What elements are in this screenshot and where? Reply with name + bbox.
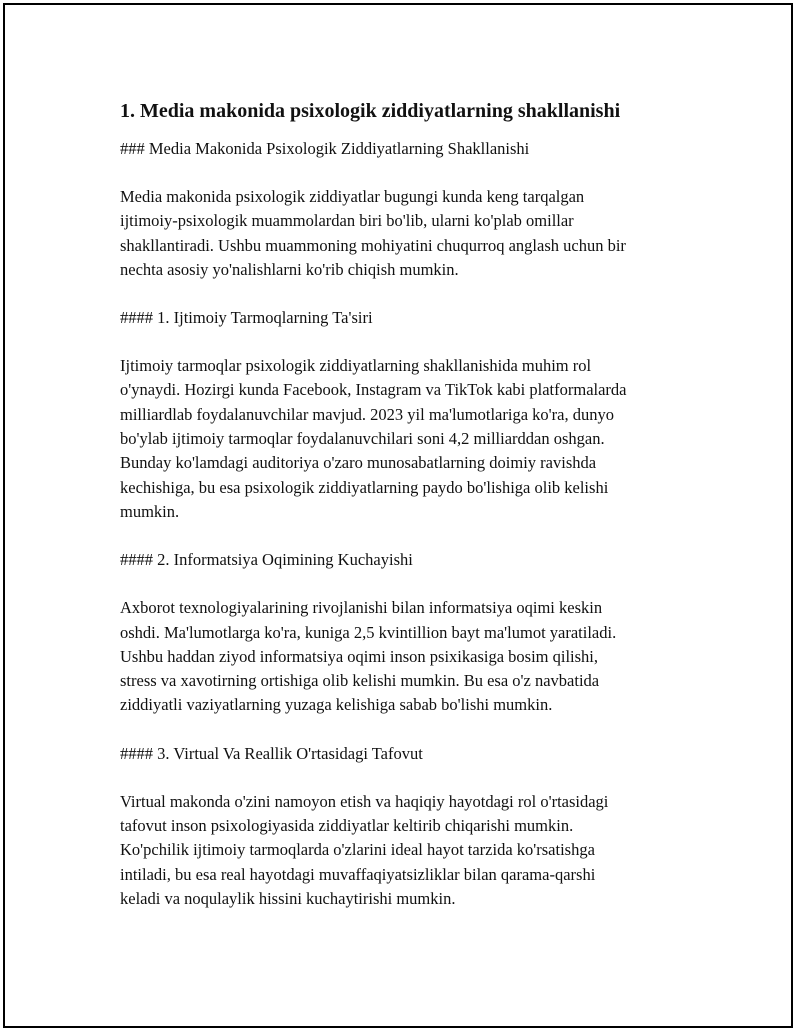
paragraph-line: Media makonida psixologik ziddiyatlar bugungi kunda keng tarqalgan — [120, 187, 585, 206]
document-page — [3, 3, 793, 1028]
paragraph-line: mumkin. — [120, 501, 180, 521]
spacer — [120, 766, 720, 790]
paragraph-line: nechta asosiy yo'nalishlarni ko'rib chiqish mumkin. — [120, 259, 459, 279]
paragraph-line: Ushbu haddan ziyod informatsiya oqimi inson psixikasiga bosim qilishi, — [120, 646, 599, 666]
paragraph-line: tafovut inson psixologiyasida ziddiyatlar keltirib chiqarishi mumkin. — [120, 816, 574, 836]
paragraph-line: ijtimoiy-psixologik muammolardan biri bo'lib, ularni ko'plab omillar — [120, 211, 574, 231]
section-heading-information-flow: #### 2. Informatsiya Oqimining Kuchayishi — [120, 550, 413, 570]
paragraph-line: intiladi, bu esa real hayotdagi muvaffaqiyatsizliklar bilan qarama-qarshi — [120, 864, 596, 884]
section-paragraph-virtual-vs-reality — [120, 790, 720, 911]
paragraph-line: kechishiga, bu esa psixologik ziddiyatlarning paydo bo'lishiga olib kelishi — [120, 477, 609, 497]
document-content — [120, 97, 720, 911]
spacer — [120, 282, 720, 306]
paragraph-line: Ko'pchilik ijtimoiy tarmoqlarda o'zlarini ideal hayot tarzida ko'rsatishga — [120, 840, 595, 860]
intro-paragraph — [120, 185, 720, 282]
section-heading-virtual-vs-reality: #### 3. Virtual Va Reallik O'rtasidagi Tafovut — [120, 743, 423, 763]
section-paragraph-social-networks — [120, 354, 720, 524]
paragraph-line: o'ynaydi. Hozirgi kunda Facebook, Instagram va TikTok kabi platformalarda — [120, 380, 627, 400]
spacer — [120, 572, 720, 596]
paragraph-line: Ijtimoiy tarmoqlar psixologik ziddiyatlarning shakllanishida muhim rol — [120, 356, 592, 376]
paragraph-line: keladi va noqulaylik hissini kuchaytirishi mumkin. — [120, 888, 456, 908]
paragraph-line: Bunday ko'lamdagi auditoriya o'zaro munosabatlarning doimiy ravishda — [120, 453, 597, 473]
document-title: 1. Media makonida psixologik ziddiyatlarning shakllanishi — [120, 100, 621, 122]
spacer — [120, 718, 720, 742]
section-heading-social-networks: #### 1. Ijtimoiy Tarmoqlarning Ta'siri — [120, 308, 373, 328]
spacer — [120, 524, 720, 548]
paragraph-line: shakllantiradi. Ushbu muammoning mohiyatini chuqurroq anglash uchun bir — [120, 235, 626, 255]
section-paragraph-information-flow — [120, 596, 720, 717]
paragraph-line: ziddiyatli vaziyatlarning yuzaga kelishiga sabab bo'lishi mumkin. — [120, 695, 553, 715]
paragraph-line: oshdi. Ma'lumotlarga ko'ra, kuniga 2,5 kvintillion bayt ma'lumot yaratiladi. — [120, 622, 617, 642]
paragraph-line: bo'ylab ijtimoiy tarmoqlar foydalanuvchilari soni 4,2 milliarddan oshgan. — [120, 429, 605, 449]
spacer — [120, 161, 720, 185]
paragraph-line: stress va xavotirning ortishiga olib kelishi mumkin. Bu esa o'z navbatida — [120, 671, 600, 691]
paragraph-line: Axborot texnologiyalarining rivojlanishi bilan informatsiya oqimi keskin — [120, 598, 603, 618]
spacer — [120, 330, 720, 354]
paragraph-line: milliardlab foydalanuvchilar mavjud. 2023 yil ma'lumotlariga ko'ra, dunyo — [120, 404, 614, 424]
document-subtitle: ### Media Makonida Psixologik Ziddiyatlarning Shakllanishi — [120, 139, 530, 158]
paragraph-line: Virtual makonda o'zini namoyon etish va haqiqiy hayotdagi rol o'rtasidagi — [120, 791, 609, 811]
